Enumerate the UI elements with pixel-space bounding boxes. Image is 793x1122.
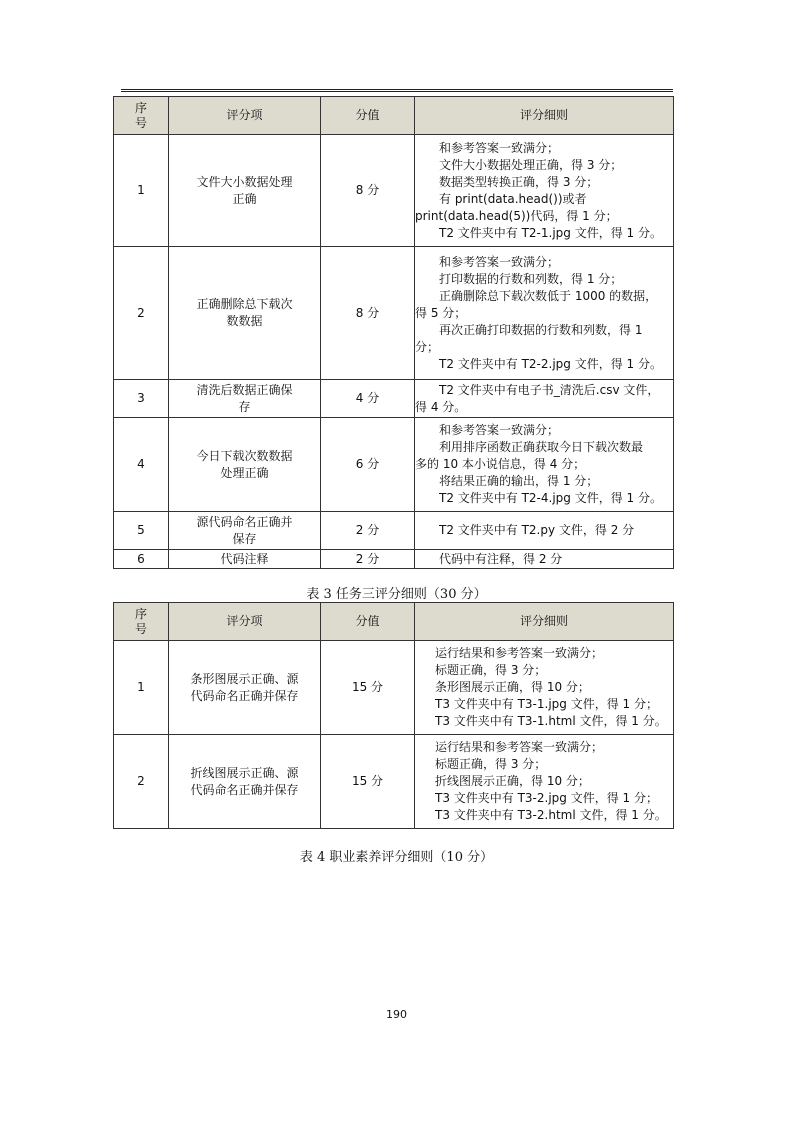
criteria-line: 运行结果和参考答案一致满分； — [435, 740, 604, 754]
criteria-line: 条形图展示正确，得 10 分； — [435, 680, 590, 694]
row-number: 5 — [114, 512, 169, 550]
criteria-line: 和参考答案一致满分； — [439, 140, 560, 155]
criteria-line: 正确删除总下载次数低于 1000 的数据， — [439, 288, 658, 303]
criteria-line: 文件大小数据处理正确，得 3 分； — [439, 157, 623, 172]
scoring-item: 清洗后数据正确保 存 — [169, 380, 321, 418]
scoring-table-task2 — [113, 96, 674, 569]
criteria-line: 标题正确，得 3 分； — [435, 757, 547, 771]
criteria-line: T2 文件夹中有 T2-2.jpg 文件，得 1 分。 — [439, 356, 662, 371]
row-number: 2 — [114, 735, 169, 829]
score-value: 8 分 — [321, 135, 415, 247]
scoring-item: 正确删除总下载次 数数据 — [169, 247, 321, 380]
table-row — [114, 247, 674, 380]
criteria-line: 运行结果和参考答案一致满分； — [435, 646, 604, 660]
score-value: 15 分 — [321, 641, 415, 735]
table-row — [114, 418, 674, 512]
score-value: 6 分 — [321, 418, 415, 512]
criteria-line: T2 文件夹中有 T2.py 文件，得 2 分 — [439, 523, 635, 537]
caption-table3: 表 3 任务三评分细则（30 分） — [306, 587, 487, 602]
criteria-line: T2 文件夹中有 T2-4.jpg 文件，得 1 分。 — [439, 491, 662, 505]
header-num: 序 号 — [114, 97, 169, 135]
table-row — [114, 512, 674, 550]
header-item: 评分项 — [169, 603, 321, 641]
row-number: 4 — [114, 418, 169, 512]
scoring-criteria — [415, 550, 674, 569]
scoring-table-task3 — [113, 602, 674, 829]
header-score: 分值 — [321, 603, 415, 641]
scoring-item: 今日下载次数数据 处理正确 — [169, 418, 321, 512]
criteria-line: 再次正确打印数据的行数和列数，得 1 — [439, 322, 643, 337]
criteria-line: 将结果正确的输出，得 1 分； — [439, 474, 599, 488]
scoring-item: 文件大小数据处理 正确 — [169, 135, 321, 247]
criteria-line: 打印数据的行数和列数，得 1 分； — [439, 271, 623, 286]
criteria-line: 和参考答案一致满分； — [439, 254, 560, 269]
scoring-criteria — [415, 735, 674, 829]
table-row — [114, 380, 674, 418]
criteria-line: T2 文件夹中有电子书_清洗后.csv 文件， — [439, 382, 660, 397]
header-rule — [121, 89, 673, 92]
scoring-criteria — [415, 418, 674, 512]
table-header-row — [114, 603, 674, 641]
scoring-item: 折线图展示正确、源 代码命名正确并保存 — [169, 735, 321, 829]
table-row — [114, 135, 674, 247]
table-row — [114, 735, 674, 829]
scoring-item: 条形图展示正确、源 代码命名正确并保存 — [169, 641, 321, 735]
table-row — [114, 550, 674, 569]
score-value: 8 分 — [321, 247, 415, 380]
criteria-line: 代码中有注释，得 2 分 — [439, 551, 563, 566]
criteria-line: T3 文件夹中有 T3-2.jpg 文件，得 1 分； — [435, 791, 658, 805]
criteria-line: 折线图展示正确，得 10 分； — [435, 774, 590, 788]
scoring-criteria — [415, 380, 674, 418]
criteria-line: 和参考答案一致满分； — [439, 423, 560, 437]
score-value: 2 分 — [321, 512, 415, 550]
caption-table4: 表 4 职业素养评分细则（10 分） — [299, 850, 494, 865]
row-number: 1 — [114, 641, 169, 735]
row-number: 1 — [114, 135, 169, 247]
page-number: 190 — [386, 1008, 407, 1021]
criteria-line: 多的 10 本小说信息，得 4 分； — [415, 457, 586, 471]
header-detail: 评分细则 — [415, 603, 674, 641]
header-score: 分值 — [321, 97, 415, 135]
criteria-line: 得 5 分； — [415, 305, 467, 320]
criteria-line: T2 文件夹中有 T2-1.jpg 文件，得 1 分。 — [439, 225, 662, 240]
scoring-criteria — [415, 512, 674, 550]
scoring-item: 代码注释 — [169, 550, 321, 569]
criteria-line: print(data.head(5))代码，得 1 分； — [415, 208, 618, 223]
row-number: 3 — [114, 380, 169, 418]
scoring-item: 源代码命名正确并 保存 — [169, 512, 321, 550]
criteria-line: 数据类型转换正确，得 3 分； — [439, 174, 599, 189]
table-row — [114, 641, 674, 735]
row-number: 2 — [114, 247, 169, 380]
table1-body — [114, 135, 674, 569]
scoring-criteria — [415, 135, 674, 247]
header-num: 序 号 — [114, 603, 169, 641]
table2-body — [114, 641, 674, 829]
criteria-line: 标题正确，得 3 分； — [435, 663, 547, 677]
criteria-line: 分； — [415, 339, 440, 354]
header-detail: 评分细则 — [415, 97, 674, 135]
criteria-line: 有 print(data.head())或者 — [439, 191, 587, 206]
criteria-line: 利用排序函数正确获取今日下载次数最 — [439, 440, 644, 454]
criteria-line: T3 文件夹中有 T3-1.html 文件，得 1 分。 — [435, 714, 667, 728]
scoring-criteria — [415, 247, 674, 380]
header-item: 评分项 — [169, 97, 321, 135]
criteria-line: T3 文件夹中有 T3-2.html 文件，得 1 分。 — [435, 808, 667, 822]
criteria-line: T3 文件夹中有 T3-1.jpg 文件，得 1 分； — [435, 697, 658, 711]
score-value: 4 分 — [321, 380, 415, 418]
table-header-row — [114, 97, 674, 135]
score-value: 2 分 — [321, 550, 415, 569]
row-number: 6 — [114, 550, 169, 569]
scoring-criteria — [415, 641, 674, 735]
score-value: 15 分 — [321, 735, 415, 829]
criteria-line: 得 4 分。 — [415, 399, 467, 414]
